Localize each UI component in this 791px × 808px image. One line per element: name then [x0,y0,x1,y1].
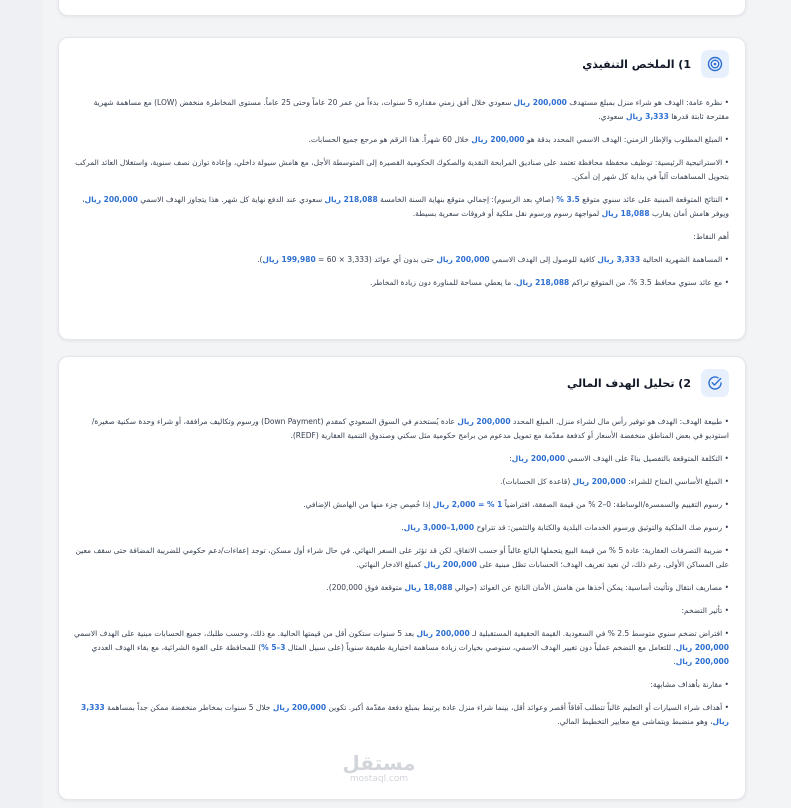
section-body [73,415,729,738]
target-icon [701,50,729,78]
amount-timeframe-paragraph: • المبلغ المطلوب والإطار الزمني: الهدف الاسمي المحدد بدقة هو 200,000 ريال خلال 60 شهراً. هذا الرقم هو مرجع جميع الحسابات. [308,135,729,144]
expected-cost-paragraph: • التكلفة المتوقعة بالتفصيل بناءً على الهدف الاسمي 200,000 ريال: [509,454,729,463]
watermark-url: mostaql.com [349,774,409,784]
inflation-paragraph: • افتراض تضخم سنوي متوسط 2.5 % في السعودية. القيمة الحقيقية المستقبلية لـ 200,000 ريال بعد 5 سنوات ستكون أقل من قيمتها الحالية. مع ذلك، وحسب طلبك، جميع الحسابات مبنية على الهدف الاسمي 200,000 ريال. للتعامل مع التضخم عملياً دون تغيير الهدف الاسمي، سنوصي بخيارات زيادة مساهمة اختيارية طفيفة سنوياً (على سبيل المثال 3–5 %) للمحافظة على القوة الشرائية، مع بقاء الهدف العددي 200,000 ريال. [73,629,729,666]
left-side-rail [0,0,43,808]
section-body [73,96,729,299]
key-point-contribution: • المساهمة الشهرية الحالية 3,333 ريال كافية للوصول إلى الهدف الاسمي 200,000 ريال حتى بدون أي عوائد (3,333 × 60 = 199,980 ريال). [257,255,729,264]
goal-analysis-card [58,356,746,800]
section-title: 2) تحليل الهدف المالي [567,376,691,390]
expected-results-paragraph: • النتائج المتوقعة المبنية على عائد سنوي متوقع 3.5 % (صافٍ بعد الرسوم): إجمالي متوقع بنهاية السنة الخامسة 218,088 ريال سعودي عند الدفع نهاية كل شهر. هذا يتجاوز الهدف الاسمي 200,000 ريال، ويوفر هامش أمان يقارب 18,088 ريال لمواجهة رسوم ورسوم نقل ملكية أو فروقات سعرية بسيطة. [82,195,729,218]
comparison-label: • مقارنة بأهداف مشابهة: [650,680,729,689]
brokerage-fees-paragraph: • رسوم التقييم والسمسرة/الوساطة: 0–2 % من قيمة الصفقة، افتراضياً 1 % = 2,000 ريال إذا خُصِص جزء منها من الهامش الإضافي. [303,500,729,509]
goal-nature-paragraph: • طبيعة الهدف: الهدف هو توفير رأس مال لشراء منزل. المبلغ المحدد 200,000 ريال عادة يُستخدم في السوق السعودي كمقدم (Down Payment) ورسوم وتكاليف مرافقة، أو شراء وحدة سكنية صغيرة/استوديو في بعض المناطق منخفضة الأسعار أو كدفعة مقدّمة مع تمويل مدعوم من برامج حكومية مثل سكني وصندوق التنمية العقارية (REDF). [91,417,729,440]
section-header [567,369,729,397]
deed-fees-paragraph: • رسوم صك الملكية والتوثيق ورسوم الخدمات البلدية والكتابة والتثمين: قد تتراوح 1,000–3,000 ريال. [401,523,729,532]
key-points-label: أهم النقاط: [693,232,729,241]
watermark-brand: مستقل [342,751,416,775]
check-circle-icon [701,369,729,397]
section-header [582,50,729,78]
inflation-label: • تأثير التضخم: [681,606,729,615]
moving-costs-paragraph: • مصاريف انتقال وتأثيث أساسية: يمكن أخذها من هامش الأمان الناتج عن العوائد (حوالي 18,088 ريال متوقعة فوق 200,000). [326,583,729,592]
executive-summary-card [58,37,746,340]
comparison-paragraph: • أهداف شراء السيارات أو التعليم غالباً تتطلب آفاقاً أقصر وعوائد أقل، بينما شراء منزل عادة يرتبط بمبلغ دفعة مقدّمة أكبر. تكوين 200,000 ريال خلال 5 سنوات بمخاطر منخفضة ممكن جداً بمساهمة 3,333 ريال، وهو منضبط ويتماشى مع معايير التخطيط المالي. [81,703,729,726]
previous-section-card [58,0,746,16]
strategy-paragraph: • الاستراتيجية الرئيسية: توظيف محفظة محافظة تعتمد على صناديق المرابحة النقدية والصكوك الحكومية القصيرة إلى المتوسطة الأجل، مع هامش سيولة داخلي، وإعادة توازن نصف سنوية، واستغلال العائد المركب بتحويل المساهمات آلياً في بداية كل شهر إن أمكن. [75,158,729,181]
overview-paragraph: • نظرة عامة: الهدف هو شراء منزل بمبلغ مستهدف 200,000 ريال سعودي خلال أفق زمني مقداره 5 سنوات، بدءاً من عمر 20 عاماً وحتى 25 عاماً. مستوى المخاطرة منخفض (LOW) مع مساهمة شهرية مقترحة ثابتة قدرها 3,333 ريال سعودي. [93,98,729,121]
section-title: 1) الملخص التنفيذي [582,57,691,71]
mostaql-watermark [326,752,432,784]
base-amount-paragraph: • المبلغ الأساسي المتاح للشراء: 200,000 ريال (قاعدة كل الحسابات). [500,477,729,486]
real-estate-tax-paragraph: • ضريبة التصرفات العقارية: عادة 5 % من قيمة البيع يتحملها البائع غالباً أو حسب الاتفاق، لكن قد تؤثر على السعر النهائي. في حال شراء أول مسكن، توجد إعفاءات/دعم حكومي للضريبة المضافة حتى سقف معين على المساكن الأولى. رغم ذلك، لن نعيد تعريف الهدف؛ الحسابات تظل مبنية على 200,000 ريال كمبلغ الادخار النهائي. [75,546,729,569]
key-point-return: • مع عائد سنوي محافظ 3.5 %، من المتوقع تراكم 218,088 ريال، ما يعطي مساحة للمناورة دون زيادة المخاطر. [369,278,729,287]
